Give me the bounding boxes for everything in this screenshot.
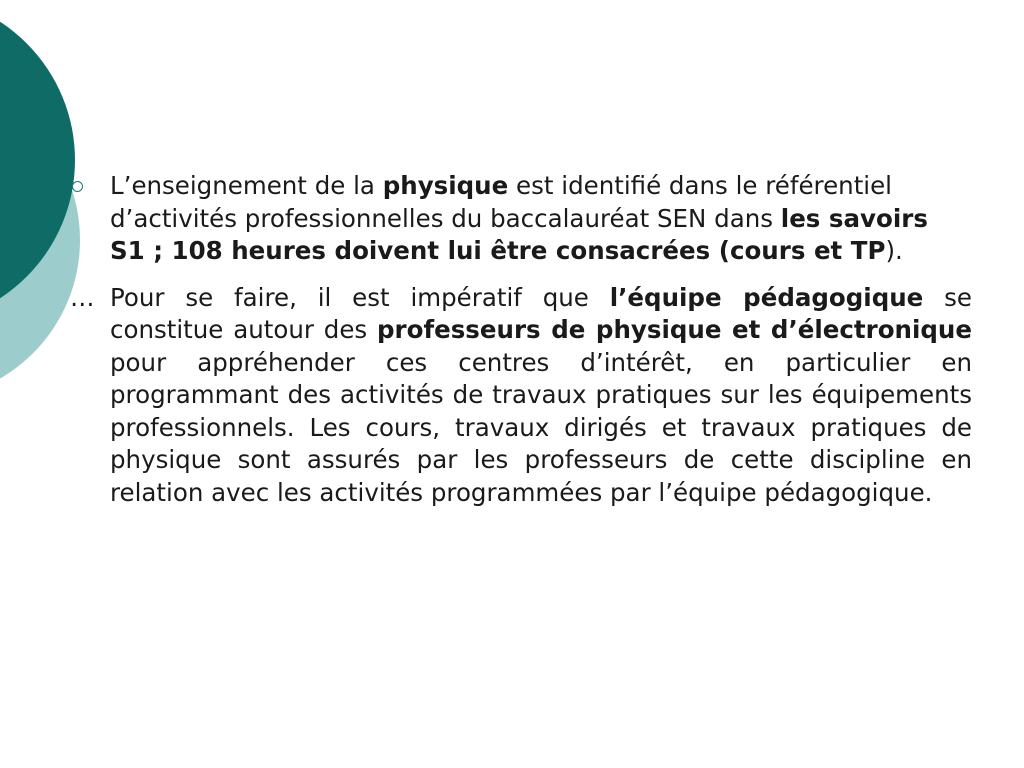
text-run: Pour se faire, il est impératif que (110, 282, 610, 312)
text-run: ). (885, 236, 903, 265)
text-run: pour appréhender ces centres d’intérêt, en particulier en programmant des activités de travaux pratiques sur les équipements professionnels. Les cours, travaux dirigés et travaux pratiques de physique sont assurés par les professeurs de cette discipline en relation avec les activités programmées par l’équipe pédagogique. (110, 347, 972, 507)
text-run: se constitue autour des (110, 282, 972, 344)
ellipsis-paragraph (70, 282, 972, 510)
slide-body (70, 170, 972, 509)
text-run: est identifié dans le référentiel d’activités professionnelles du baccalauréat SEN dans (110, 171, 892, 233)
text-run: L’enseignement de la (110, 171, 383, 200)
bold-savoirs-s1: les savoirs S1 ; 108 heures doivent lui être consacrées (cours et TP (110, 203, 928, 265)
bullet-paragraph (70, 170, 940, 268)
ellipsis-marker: … (70, 282, 95, 312)
bold-physique: physique (382, 171, 509, 200)
bold-professeurs: professeurs de physique et d’électronique (377, 315, 972, 344)
hollow-circle-bullet-icon (72, 181, 83, 192)
bold-equipe-pedagogique: l’équipe pédagogique (609, 282, 924, 312)
